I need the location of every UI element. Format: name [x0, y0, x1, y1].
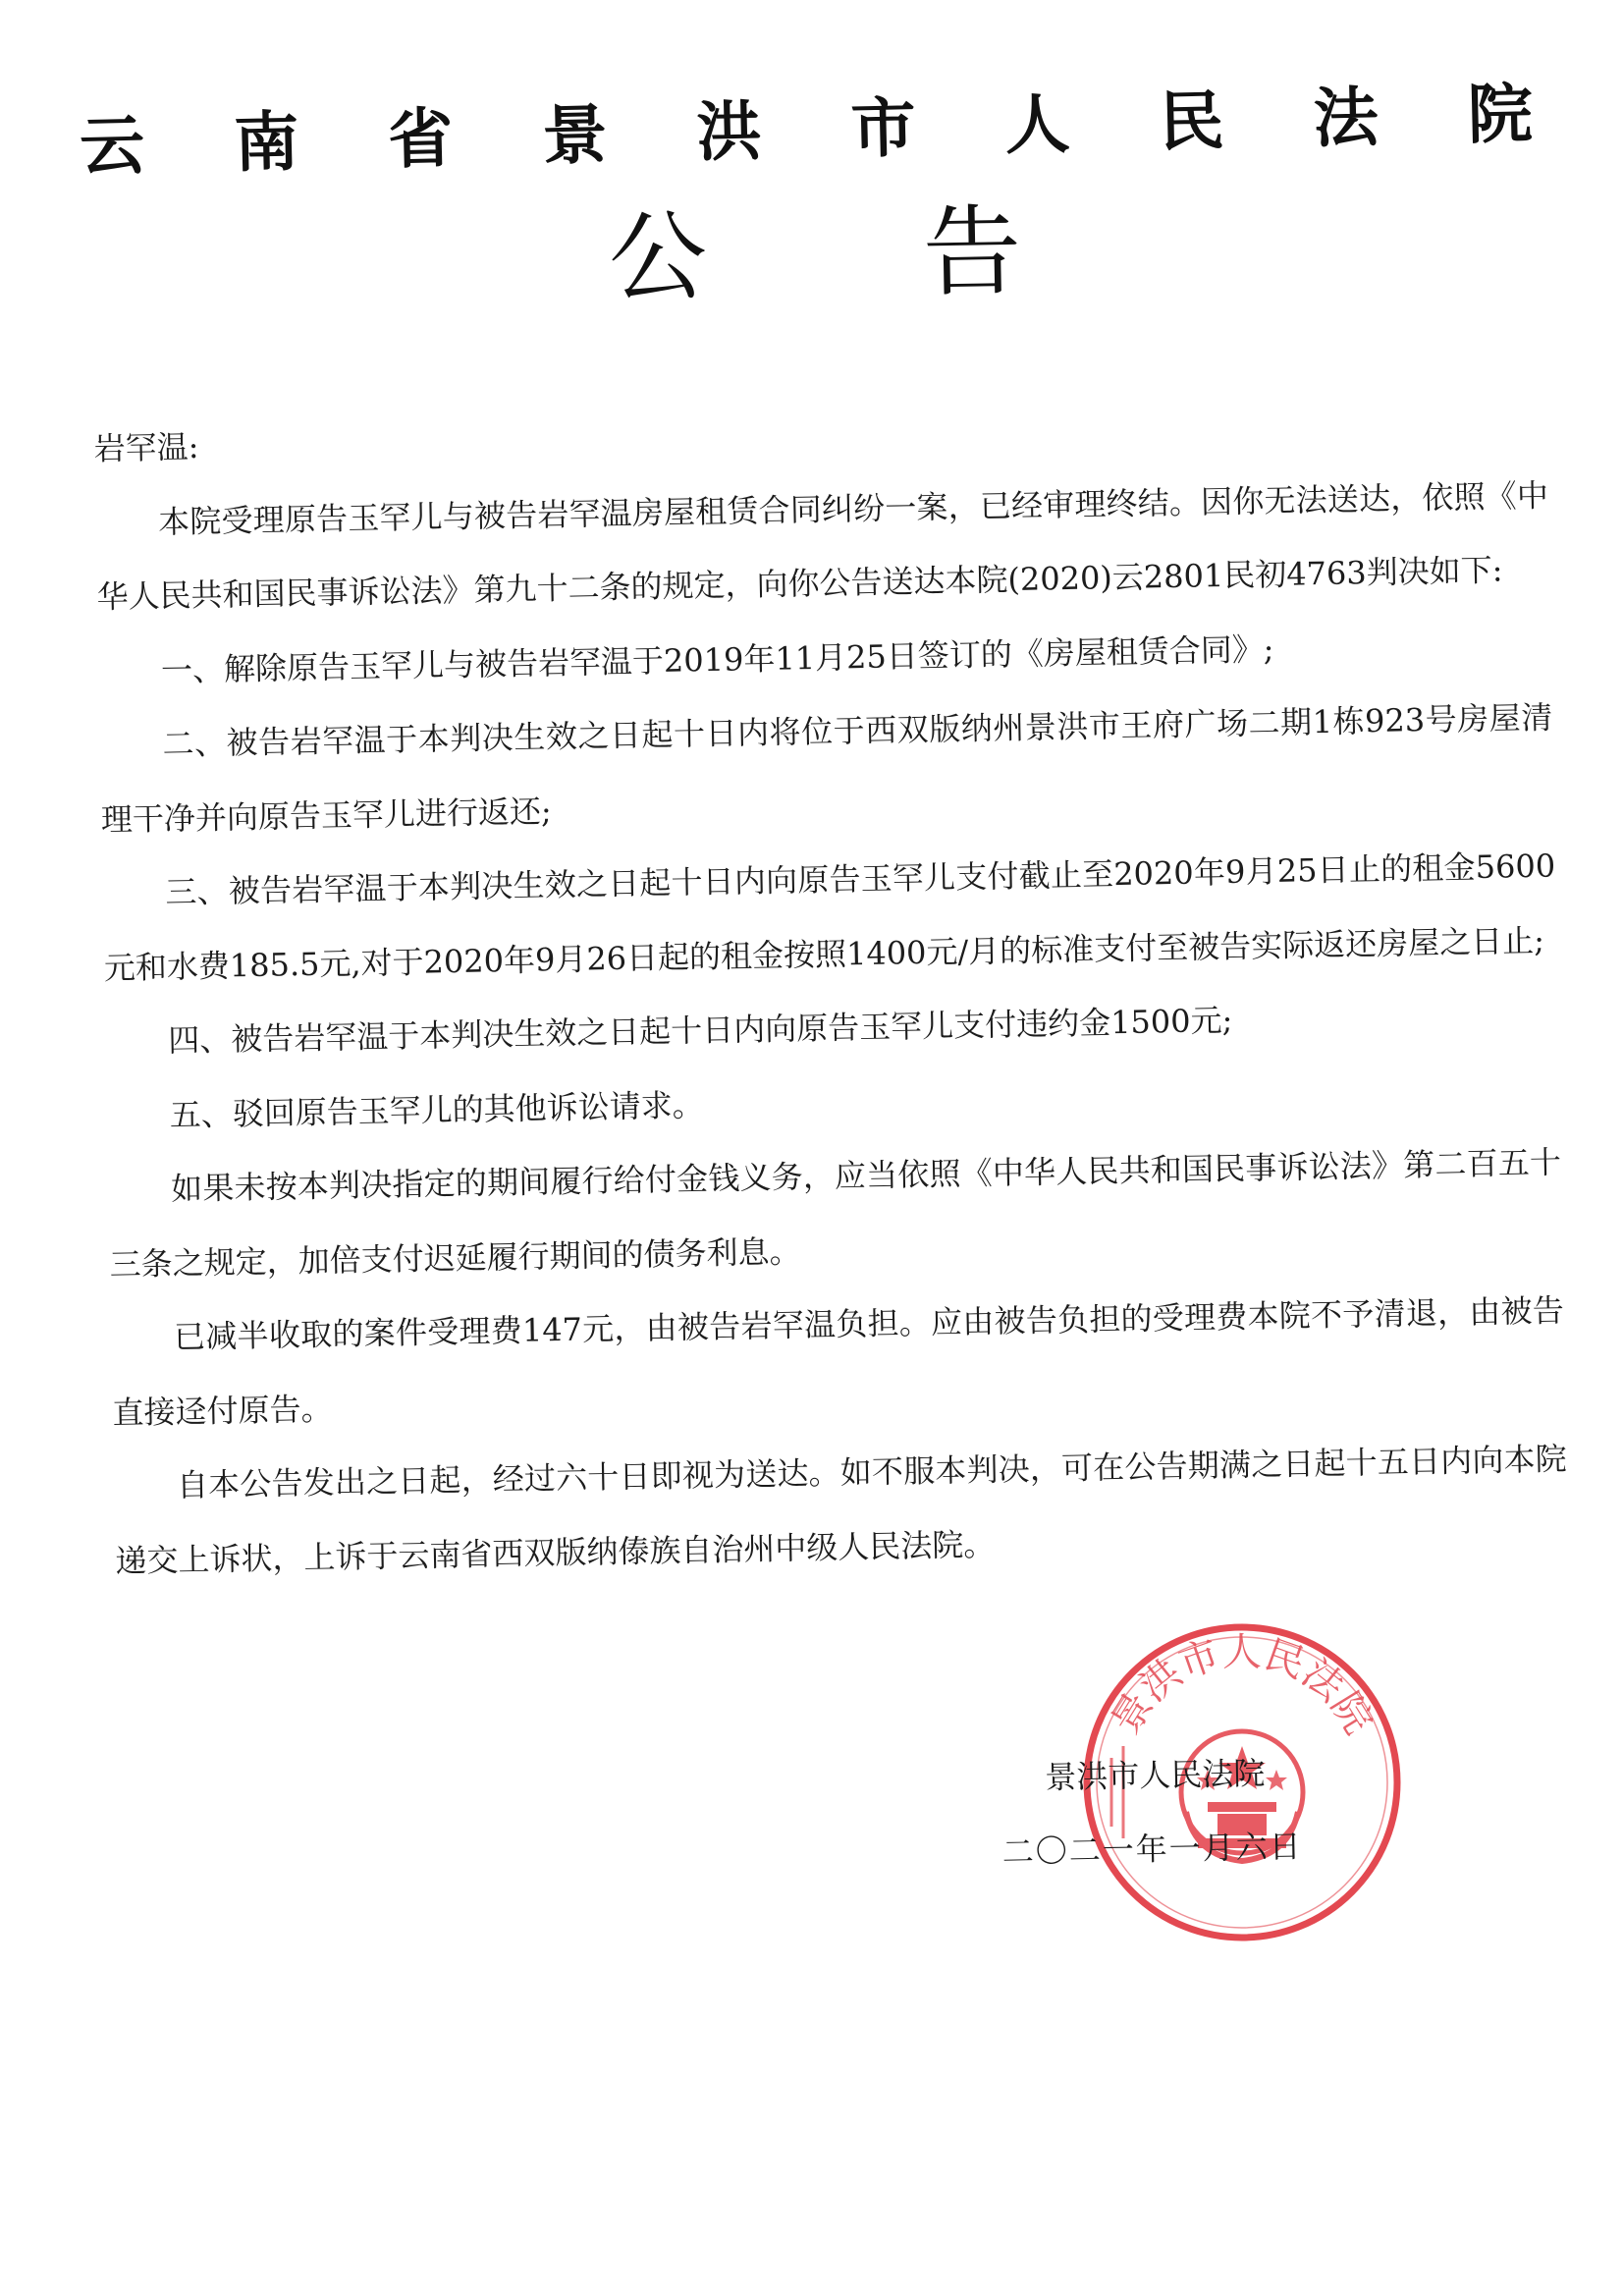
judgment-item-3: 三、被告岩罕温于本判决生效之日起十日内向原告玉罕儿支付截止至2020年9月25日止的租金5600元和水费185.5元,对于2020年9月26日起的租金按照1400元/月的标准支付至被告实际返还房屋之日止; — [103, 847, 1556, 987]
svg-text:景洪市人民法院 — [1103, 1630, 1380, 1742]
notice-title-char: 告 — [921, 193, 1022, 311]
court-name-header — [79, 60, 1534, 201]
seal-text: 景洪市人民法院 — [1103, 1629, 1381, 1742]
court-name-char: 云 — [79, 107, 146, 185]
signature-court: 景洪市人民法院 — [1044, 1754, 1266, 1796]
court-name-char: 洪 — [695, 93, 763, 171]
fee-paragraph: 已减半收取的案件受理费147元，由被告岩罕温负担。应由被告负担的受理费本院不予清退，由被告直接迳付原告。 — [112, 1291, 1565, 1432]
signature-block — [1001, 1734, 1396, 1889]
court-name-char: 南 — [233, 103, 300, 182]
interest-paragraph: 如果未按本判决指定的期间履行给付金钱义务，应当依照《中华人民共和国民事诉讼法》第二百五十三条之规定，加倍支付迟延履行期间的债务利息。 — [109, 1143, 1562, 1284]
court-name-char: 景 — [541, 96, 609, 175]
notice-title — [608, 183, 1022, 327]
court-name-char: 人 — [1003, 86, 1071, 164]
court-name-char: 市 — [849, 89, 917, 168]
notice-paragraph: 本院受理原告玉罕儿与被告岩罕温房屋租赁合同纠纷一案，已经审理终结。因你无法送达，依照《中华人民共和国民事诉讼法》第九十二条的规定，向你公告送达本院(2020)云2801民初4763判决如下: — [96, 476, 1549, 616]
judgment-item-1: 一、解除原告玉罕儿与被告岩罕温于2019年11月25日签订的《房屋租赁合同》; — [160, 629, 1274, 689]
court-name-char: 院 — [1466, 76, 1534, 153]
notice-title-char: 公 — [608, 198, 709, 316]
court-name-char: 民 — [1158, 82, 1225, 161]
judgment-item-4: 四、被告岩罕温于本判决生效之日起十日内向原告玉罕儿支付违约金1500元; — [167, 1001, 1233, 1060]
signature-date: 二〇二一年一月六日 — [1001, 1827, 1304, 1871]
judgment-item-5: 五、驳回原告玉罕儿的其他诉讼请求。 — [169, 1085, 705, 1134]
notice-body — [93, 385, 1569, 1599]
court-name-char: 法 — [1312, 79, 1380, 157]
court-name-char: 省 — [387, 100, 455, 178]
appeal-paragraph: 自本公告发出之日起，经过六十日即视为送达。如不服本判决，可在公告期满之日起十五日内向本院递交上诉状，上诉于云南省西双版纳傣族自治州中级人民法院。 — [115, 1440, 1568, 1580]
addressee: 岩罕温: — [93, 427, 199, 467]
judgment-item-2: 二、被告岩罕温于本判决生效之日起十日内将位于西双版纳州景洪市王府广场二期1栋923号房屋清理干净并向原告玉罕儿进行返还; — [100, 698, 1553, 839]
